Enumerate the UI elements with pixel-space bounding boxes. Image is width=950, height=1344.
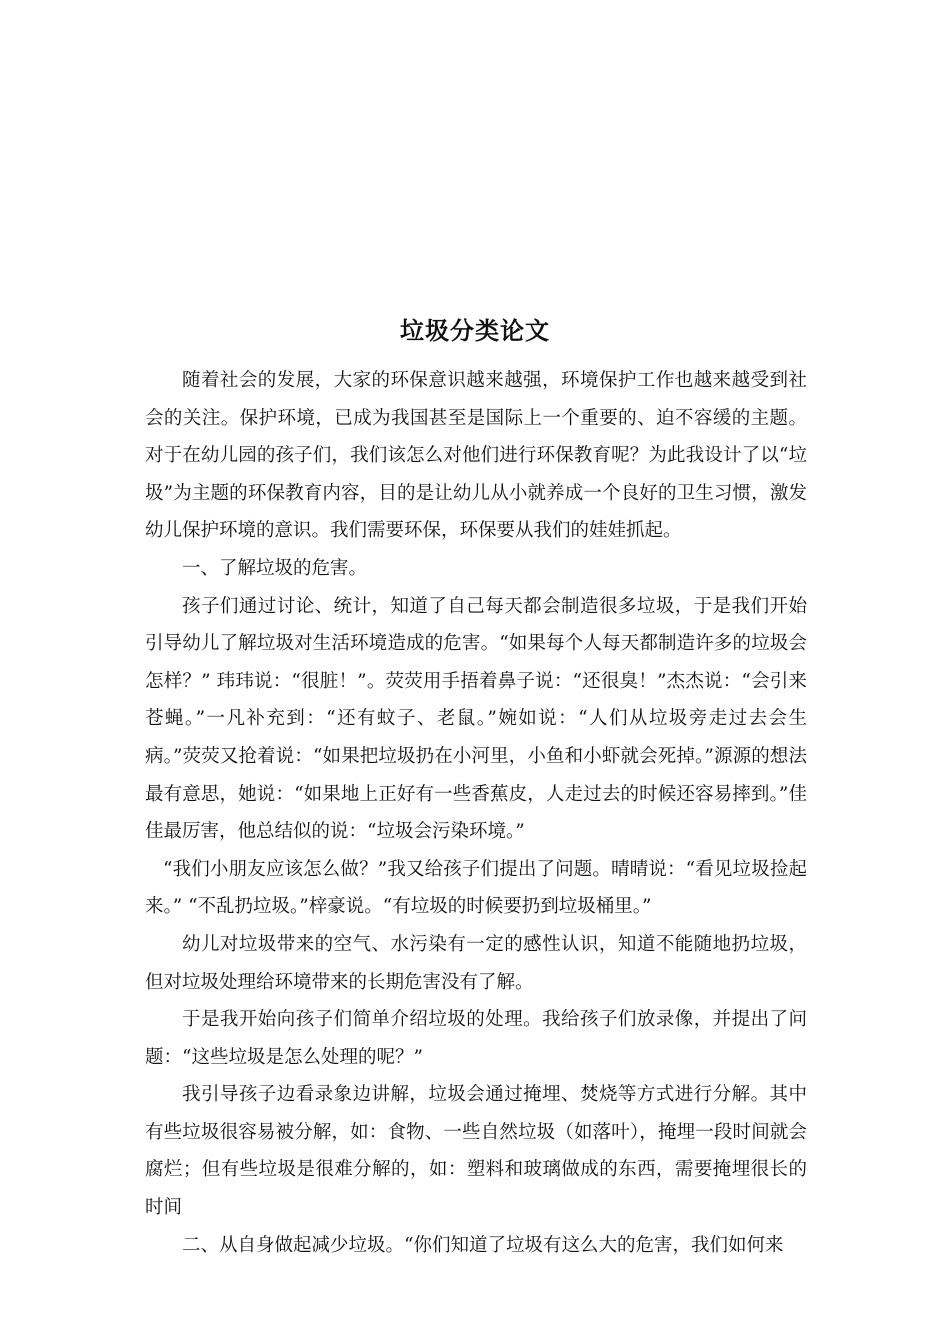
paragraph-intro: 随着社会的发展，大家的环保意识越来越强，环境保护工作也越来越受到社会的关注。保护环境，已成为我国甚至是国际上一个重要的、迫不容缓的主题。对于在幼儿园的孩子们，我们该怎么对他们进行环保教育呢？为此我设计了以“垃圾”为主题的环保教育内容，目的是让幼儿从小就养成一个良好的卫生习惯，激发幼儿保护环境的意识。我们需要环保，环保要从我们的娃娃抓起。 xyxy=(145,370,807,542)
paragraph-awareness: 幼儿对垃圾带来的空气、水污染有一定的感性认识，知道不能随地扔垃圾，但对垃圾处理给环境带来的长期危害没有了解。 xyxy=(145,933,807,993)
document-title: 垃圾分类论文 xyxy=(400,316,550,345)
paragraph-question: “我们小朋友应该怎么做？”我又给孩子们提出了问题。晴晴说：“看见垃圾捡起来。” “不乱扔垃圾。”梓豪说。“有垃圾的时候要扔到垃圾桶里。” xyxy=(145,858,807,918)
paragraph-decomposition: 我引导孩子边看录象边讲解，垃圾会通过掩埋、焚烧等方式进行分解。其中有些垃圾很容易被分解，如：食物、一些自然垃圾（如落叶），掩埋一段时间就会腐烂；但有些垃圾是很难分解的，如：塑料和玻璃做成的东西，需要掩埋很长的时间 xyxy=(145,1084,807,1219)
section-heading-2: 二、从自身做起减少垃圾。“你们知道了垃圾有这么大的危害，我们如何来 xyxy=(182,1234,784,1256)
document-body xyxy=(145,362,807,1264)
section-heading-1: 一、了解垃圾的危害。 xyxy=(182,557,368,579)
paragraph-discussion: 孩子们通过讨论、统计，知道了自己每天都会制造很多垃圾，于是我们开始引导幼儿了解垃圾对生活环境造成的危害。“如果每个人每天都制造许多的垃圾会怎样？” 玮玮说：“很脏！”。荧荧用手捂着鼻子说：“还很臭！”杰杰说：“会引来苍蝇。”一凡补充到：“还有蚊子、老鼠。”婉如说：“人们从垃圾旁走过去会生病。”荧荧又抢着说：“如果把垃圾扔在小河里，小鱼和小虾就会死掉。”源源的想法最有意思，她说：“如果地上正好有一些香蕉皮，人走过去的时候还容易摔到。”佳佳最厉害，他总结似的说：“垃圾会污染环境。” xyxy=(145,595,807,843)
paragraph-processing: 于是我开始向孩子们简单介绍垃圾的处理。我给孩子们放录像，并提出了问题：“这些垃圾是怎么处理的呢？” xyxy=(145,1009,807,1068)
